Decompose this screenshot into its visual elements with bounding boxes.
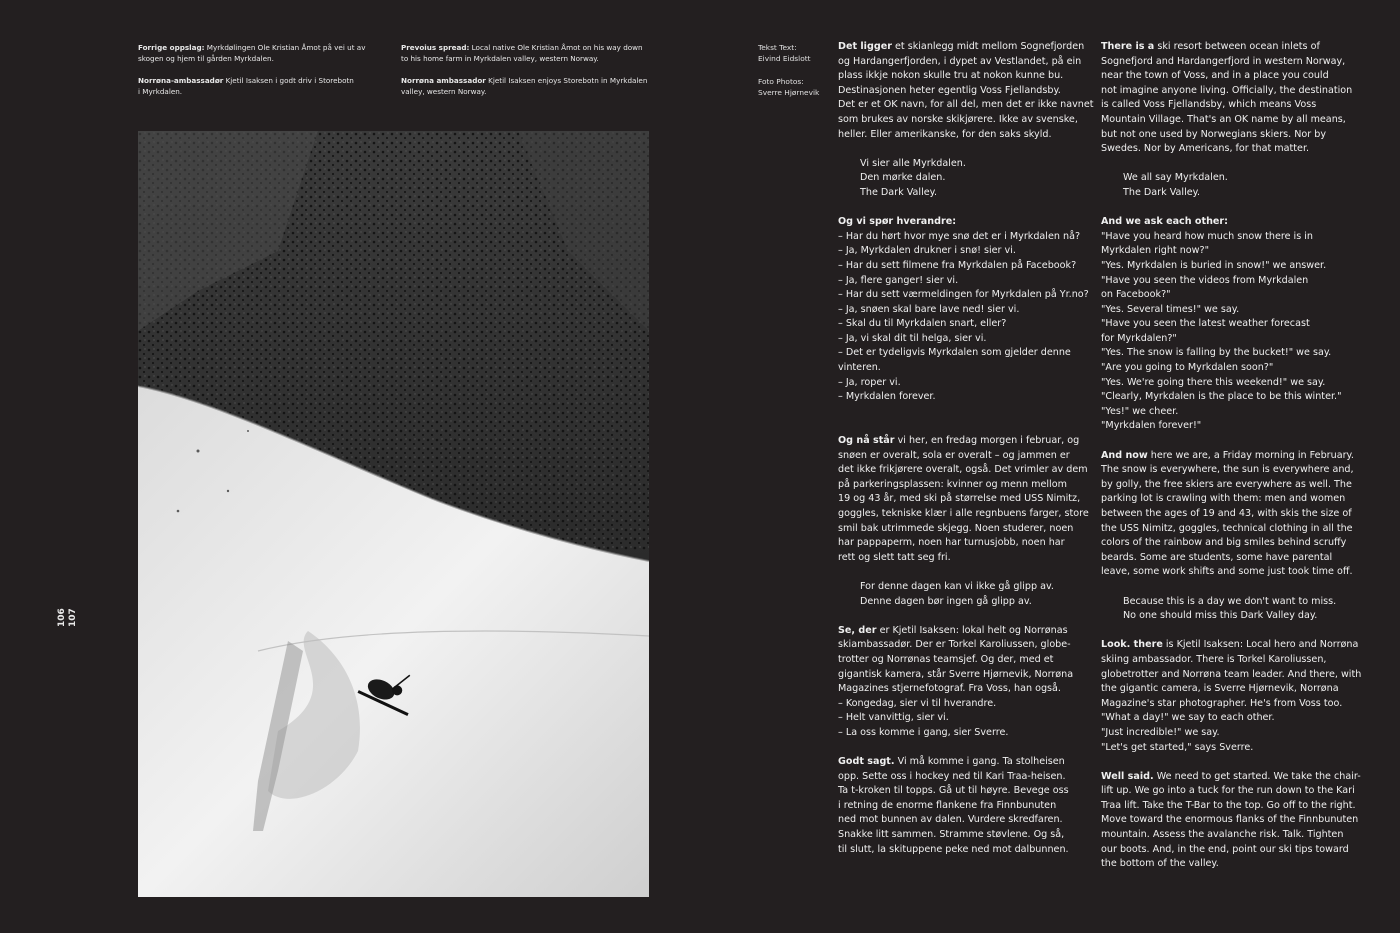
- line-text: The snow is everywhere, the sun is everywhere and,: [1101, 464, 1354, 476]
- caption-lead: Prevoius spread:: [401, 43, 470, 52]
- line-text: Traa lift. Take the T-Bar to the top. Go off to the right.: [1101, 799, 1356, 811]
- paragraph-line: [838, 624, 1088, 639]
- line-text: the bottom of the valley.: [1101, 858, 1219, 870]
- line-text: lift up. We go into a tuck for the run down to the Kari: [1101, 785, 1355, 797]
- dialogue-line: "Have you seen the latest weather forecast: [1101, 318, 1310, 330]
- line-text: Swedes. Nor by Americans, for that matter.: [1101, 143, 1310, 155]
- credit-name: Sverre Hjørnevik: [758, 88, 820, 97]
- line-text: is Kjetil Isaksen: Local hero and Norrøna: [1162, 639, 1359, 651]
- line-text: parking lot is crawling with them: men and women: [1101, 493, 1346, 505]
- caption-text: Kjetil Isaksen i godt driv i Storebotn: [223, 76, 354, 85]
- line-text: Destinasjonen heter egentlig Voss Fjellandsby.: [838, 84, 1061, 96]
- paragraph-line: [1101, 551, 1361, 566]
- paragraph-line: [1101, 84, 1361, 99]
- heading-text: And we ask each other:: [1101, 216, 1228, 228]
- line-text: colors of the rainbow and big smiles behind scruffy: [1101, 537, 1347, 549]
- spacer: [838, 405, 1088, 434]
- line-text: snøen er overalt, sola er overalt – og jammen er: [838, 449, 1070, 461]
- line-text: vi her, en fredag morgen i februar, og: [894, 435, 1080, 447]
- paragraph-line: [1101, 449, 1361, 464]
- spacer: [1101, 157, 1361, 172]
- line-text: the gigantic camera, is Sverre Hjørnevik, Norrøna: [1101, 683, 1339, 695]
- paragraph-line: [838, 113, 1088, 128]
- line-text: ski resort between ocean inlets of: [1154, 41, 1320, 52]
- paragraph-lead: Det ligger: [838, 41, 892, 52]
- spacer: [838, 609, 1088, 624]
- paragraph-line: [1101, 478, 1361, 493]
- verse-line: Den mørke dalen.: [860, 172, 946, 184]
- dialogue-line: "Yes!" we cheer.: [1101, 405, 1179, 417]
- verse-line: The Dark Valley.: [860, 186, 937, 198]
- paragraph-line: [1101, 69, 1361, 84]
- paragraph-line: [838, 697, 1088, 712]
- spacer: [1101, 580, 1361, 595]
- paragraph-line: [1101, 770, 1361, 785]
- paragraph-line: [838, 843, 1088, 858]
- spacer: [1101, 434, 1361, 449]
- dialogue-line: "Are you going to Myrkdalen soon?": [1101, 362, 1274, 374]
- paragraph-line: [1101, 128, 1361, 143]
- paragraph-line: [1101, 142, 1361, 157]
- dialogue-line: – Myrkdalen forever.: [838, 391, 936, 403]
- line-text: et skianlegg midt mellom Sognefjorden: [891, 41, 1085, 52]
- line-text: mountain. Assess the avalanche risk. Talk. Tighten: [1101, 829, 1344, 841]
- caption-norwegian: [138, 42, 378, 108]
- paragraph-line: [838, 69, 1088, 84]
- section-heading: [838, 215, 1088, 230]
- dialogue-line: – Ja, Myrkdalen drukner i snø! sier vi.: [838, 245, 1016, 257]
- line-text: Mountain Village. That's an OK name by all means,: [1101, 113, 1346, 125]
- dialogue-line: – Ja, snøen skal bare lave ned! sier vi.: [838, 303, 1020, 315]
- credit-label: Tekst Text:: [758, 43, 797, 52]
- line-text: not imagine anyone living. Officially, the destination: [1101, 84, 1353, 96]
- spacer: [1101, 624, 1361, 639]
- verse-line: No one should miss this Dark Valley day.: [1123, 610, 1318, 622]
- paragraph-line: [1101, 507, 1361, 522]
- caption-lead: Forrige oppslag:: [138, 43, 205, 52]
- paragraph-line: [838, 784, 1088, 799]
- line-text: til slutt, la skituppene peke ned mot dalbunnen.: [838, 843, 1069, 855]
- verse-line: Because this is a day we don't want to miss.: [1123, 595, 1337, 607]
- line-text: – Kongedag, sier vi til hverandre.: [838, 697, 997, 709]
- caption-text: Myrkdølingen Ole Kristian Åmot på vei ut av: [204, 43, 366, 52]
- paragraph-line: [1101, 492, 1361, 507]
- paragraph-line: [838, 128, 1088, 143]
- verse-line: Denne dagen bør ingen gå glipp av.: [860, 595, 1032, 607]
- dialogue-line: "Yes. We're going there this weekend!" we say.: [1101, 376, 1326, 388]
- line-text: Sognefjord and Hardangerfjord in western Norway,: [1101, 55, 1346, 67]
- paragraph-line: [1101, 741, 1361, 756]
- dialogue-line: – Ja, vi skal dit til helga, sier vi.: [838, 332, 987, 344]
- paragraph-line: [838, 478, 1088, 493]
- paragraph-line: [838, 828, 1088, 843]
- paragraph-line: [838, 711, 1088, 726]
- paragraph-line: [1101, 40, 1361, 55]
- line-text: – La oss komme i gang, sier Sverre.: [838, 726, 1009, 738]
- paragraph-line: [1101, 668, 1361, 683]
- credit-photo: [758, 76, 819, 98]
- dialogue-line: "Have you seen the videos from Myrkdalen: [1101, 274, 1309, 286]
- paragraph-line: [1101, 653, 1361, 668]
- spacer: [838, 565, 1088, 580]
- caption-lead: Norrøna-ambassadør: [138, 76, 224, 85]
- paragraph-line: [1101, 843, 1361, 858]
- line-text: rett og slett tatt seg fri.: [838, 551, 951, 563]
- paragraph-line: [1101, 113, 1361, 128]
- line-text: Ta t-kroken til topps. Gå ut til høyre. Bevege oss: [838, 785, 1069, 797]
- line-text: gigantisk kamera, står Sverre Hjørnevik, Norrøna: [838, 668, 1074, 680]
- line-text: og Hardangerfjorden, i dypet av Vestlandet, på ein: [838, 55, 1082, 67]
- credit-label: Foto Photos:: [758, 77, 804, 86]
- page-number-right: 107: [68, 608, 78, 627]
- dialogue-line: – Ja, roper vi.: [838, 376, 901, 388]
- dialogue-line: "Yes. Several times!" we say.: [1101, 303, 1240, 315]
- caption-text: Local native Ole Kristian Åmot on his way down: [469, 43, 643, 52]
- heading-text: Og vi spør hverandre:: [838, 216, 957, 228]
- paragraph-line: [838, 536, 1088, 551]
- credits: [758, 42, 819, 110]
- dialogue-line: for Myrkdalen?": [1101, 332, 1177, 344]
- paragraph-line: [1101, 799, 1361, 814]
- dialogue-line: Myrkdalen right now?": [1101, 245, 1210, 257]
- paragraph-line: [1101, 522, 1361, 537]
- line-text: globetrotter and Norrøna team leader. And there, with: [1101, 668, 1362, 680]
- paragraph-line: [838, 434, 1088, 449]
- dialogue-line: – Har du sett filmene fra Myrkdalen på Facebook?: [838, 259, 1077, 271]
- spacer: [838, 201, 1088, 216]
- paragraph-line: [1101, 697, 1361, 712]
- dialogue-line: – Ja, flere ganger! sier vi.: [838, 274, 959, 286]
- line-text: "Let's get started," says Sverre.: [1101, 741, 1254, 753]
- dialogue-line: "Yes. The snow is falling by the bucket!" we say.: [1101, 347, 1332, 359]
- spacer: [838, 142, 1088, 157]
- paragraph-line: [838, 726, 1088, 741]
- verse-line: We all say Myrkdalen.: [1123, 172, 1228, 184]
- verse-line: The Dark Valley.: [1123, 186, 1200, 198]
- ski-photo: [138, 131, 649, 897]
- paragraph-line: [838, 55, 1088, 70]
- paragraph-line: [838, 668, 1088, 683]
- paragraph-line: [1101, 784, 1361, 799]
- line-text: "What a day!" we say to each other.: [1101, 712, 1275, 724]
- verse-line: Vi sier alle Myrkdalen.: [860, 157, 966, 169]
- paragraph-line: [1101, 726, 1361, 741]
- paragraph-line: [1101, 98, 1361, 113]
- paragraph-line: [1101, 536, 1361, 551]
- paragraph-lead: Well said.: [1101, 770, 1154, 782]
- dialogue-line: "Myrkdalen forever!": [1101, 420, 1202, 432]
- line-text: heller. Eller amerikanske, for den saks skyld.: [838, 128, 1052, 140]
- paragraph-lead: Look. there: [1101, 639, 1163, 651]
- line-text: Magazines stjernefotograf. Fra Voss, han også.: [838, 683, 1061, 695]
- line-text: between the ages of 19 and 43, with skis the size of: [1101, 508, 1352, 519]
- line-text: det ikke frikjørere overalt, også. Det vrimler av dem: [838, 464, 1088, 476]
- line-text: Magazine's star photographer. He's from Voss too.: [1101, 697, 1343, 709]
- line-text: opp. Sette oss i hockey ned til Kari Traa-heisen.: [838, 770, 1066, 782]
- line-text: near the town of Voss, and in a place you could: [1101, 70, 1329, 82]
- paragraph-lead: There is a: [1101, 41, 1155, 52]
- line-text: Snakke litt sammen. Stramme støvlene. Og så,: [838, 829, 1065, 841]
- paragraph-line: [1101, 463, 1361, 478]
- article-norwegian: [838, 40, 1094, 857]
- dialogue-line: – Har du hørt hvor mye snø det er i Myrkdalen nå?: [838, 230, 1081, 242]
- line-text: i retning de enorme flankene fra Finnbunuten: [838, 799, 1057, 811]
- line-text: is called Voss Fjellandsby, which means Voss: [1101, 99, 1317, 111]
- caption-text: Kjetil Isaksen enjoys Storebotn in Myrkdalen: [485, 76, 648, 85]
- paragraph-line: [1101, 682, 1361, 697]
- spacer: [1101, 755, 1361, 770]
- paragraph-line: [1101, 638, 1361, 653]
- line-text: har pappaperm, noen har turnusjobb, noen har: [838, 537, 1065, 549]
- line-text: smil bak utrimmede skjegg. Noen studerer, noen: [838, 522, 1074, 534]
- caption-lead: Norrøna ambassador: [401, 76, 486, 85]
- line-text: beards. Some are students, some have parental: [1101, 551, 1333, 563]
- dialogue-line: "Clearly, Myrkdalen is the place to be this winter.": [1101, 391, 1342, 403]
- paragraph-line: [838, 98, 1094, 113]
- verse-line: For denne dagen kan vi ikke gå glipp av.: [860, 580, 1054, 592]
- paragraph-lead: Og nå står: [838, 435, 895, 447]
- dialogue-line: "Have you heard how much snow there is in: [1101, 230, 1313, 242]
- paragraph-line: [1101, 55, 1361, 70]
- line-text: We need to get started. We take the chair-: [1153, 770, 1361, 782]
- line-text: trotter og Norrønas teamsjef. Og der, med et: [838, 653, 1054, 665]
- dialogue-line: on Facebook?": [1101, 289, 1171, 301]
- paragraph-line: [1101, 857, 1361, 872]
- paragraph-line: [838, 40, 1088, 55]
- paragraph-line: [838, 84, 1088, 99]
- line-text: ned mot bunnen av dalen. Vurdere skredfaren.: [838, 814, 1063, 826]
- line-text: our boots. And, in the end, point our ski tips toward: [1101, 843, 1349, 855]
- line-text: 19 og 43 år, med ski på størrelse med USS Nimitz,: [838, 493, 1081, 505]
- dialogue-line: – Har du sett værmeldingen for Myrkdalen på Yr.no?: [838, 289, 1089, 301]
- paragraph-line: [838, 507, 1088, 522]
- dialogue-line: – Skal du til Myrkdalen snart, eller?: [838, 318, 1007, 330]
- paragraph-line: [1101, 711, 1361, 726]
- paragraph-lead: Godt sagt.: [838, 756, 895, 768]
- line-text: skiing ambassador. There is Torkel Karoliussen,: [1101, 653, 1327, 665]
- paragraph-line: [838, 813, 1088, 828]
- paragraph-line: [1101, 813, 1361, 828]
- spacer: [1101, 201, 1361, 216]
- paragraph-line: [838, 492, 1088, 507]
- section-heading: [1101, 215, 1361, 230]
- caption-text: skogen og hjem til gården Myrkdalen.: [138, 54, 274, 63]
- caption-text: to his home farm in Myrkdalen valley, western Norway.: [401, 54, 599, 63]
- line-text: plass ikkje nokon skulle tru at nokon kunne bu.: [838, 70, 1064, 82]
- paragraph-line: [1101, 565, 1361, 580]
- line-text: the USS Nimitz, goggles, technical clothing in all the: [1101, 522, 1353, 534]
- line-text: skiambassadør. Der er Torkel Karoliussen, globe-: [838, 639, 1071, 651]
- line-text: goggles, tekniske klær i alle regnbuens farger, store: [838, 508, 1089, 519]
- line-text: på parkeringsplassen: kvinner og menn mellom: [838, 478, 1067, 490]
- line-text: leave, some work shifts and some just took time off.: [1101, 566, 1353, 578]
- paragraph-line: [838, 770, 1088, 785]
- caption-text: i Myrkdalen.: [138, 87, 183, 96]
- dialogue-line: "Yes. Myrkdalen is buried in snow!" we answer.: [1101, 259, 1327, 271]
- caption-text: valley, western Norway.: [401, 87, 487, 96]
- line-text: er Kjetil Isaksen: lokal helt og Norrønas: [876, 624, 1068, 636]
- page-number-left: 106: [57, 608, 67, 627]
- article-english: [1101, 40, 1361, 872]
- skier-image: [138, 131, 649, 897]
- line-text: – Helt vanvittig, sier vi.: [838, 712, 949, 724]
- paragraph-line: [1101, 828, 1361, 843]
- line-text: som brukes av norske skikjørere. Ikke av svenske,: [838, 113, 1078, 125]
- line-text: by golly, the free skiers are everywhere as well. The: [1101, 478, 1352, 490]
- paragraph-line: [838, 551, 1088, 566]
- line-text: "Just incredible!" we say.: [1101, 726, 1220, 738]
- paragraph-line: [838, 653, 1088, 668]
- line-text: Det er et OK navn, for all del, men det er ikke navnet: [838, 99, 1094, 111]
- paragraph-line: [838, 755, 1088, 770]
- credit-text: [758, 42, 819, 64]
- paragraph-lead: And now: [1101, 449, 1148, 461]
- paragraph-line: [838, 522, 1088, 537]
- spacer: [838, 741, 1088, 756]
- dialogue-line: – Det er tydeligvis Myrkdalen som gjelder denne: [838, 347, 1071, 359]
- paragraph-line: [838, 463, 1088, 478]
- paragraph-line: [838, 638, 1088, 653]
- line-text: here we are, a Friday morning in February.: [1147, 449, 1354, 461]
- page-numbers: [57, 608, 79, 627]
- paragraph-line: [838, 682, 1088, 697]
- line-text: Vi må komme i gang. Ta stolheisen: [894, 756, 1065, 768]
- paragraph-line: [838, 799, 1088, 814]
- credit-name: Eivind Eidslott: [758, 54, 811, 63]
- paragraph-line: [838, 449, 1088, 464]
- line-text: but not one used by Norwegians skiers. Nor by: [1101, 128, 1327, 140]
- caption-english: [401, 42, 661, 108]
- line-text: Move toward the enormous flanks of the Finnbunuten: [1101, 814, 1359, 826]
- dialogue-line: vinteren.: [838, 362, 881, 374]
- paragraph-lead: Se, der: [838, 624, 877, 636]
